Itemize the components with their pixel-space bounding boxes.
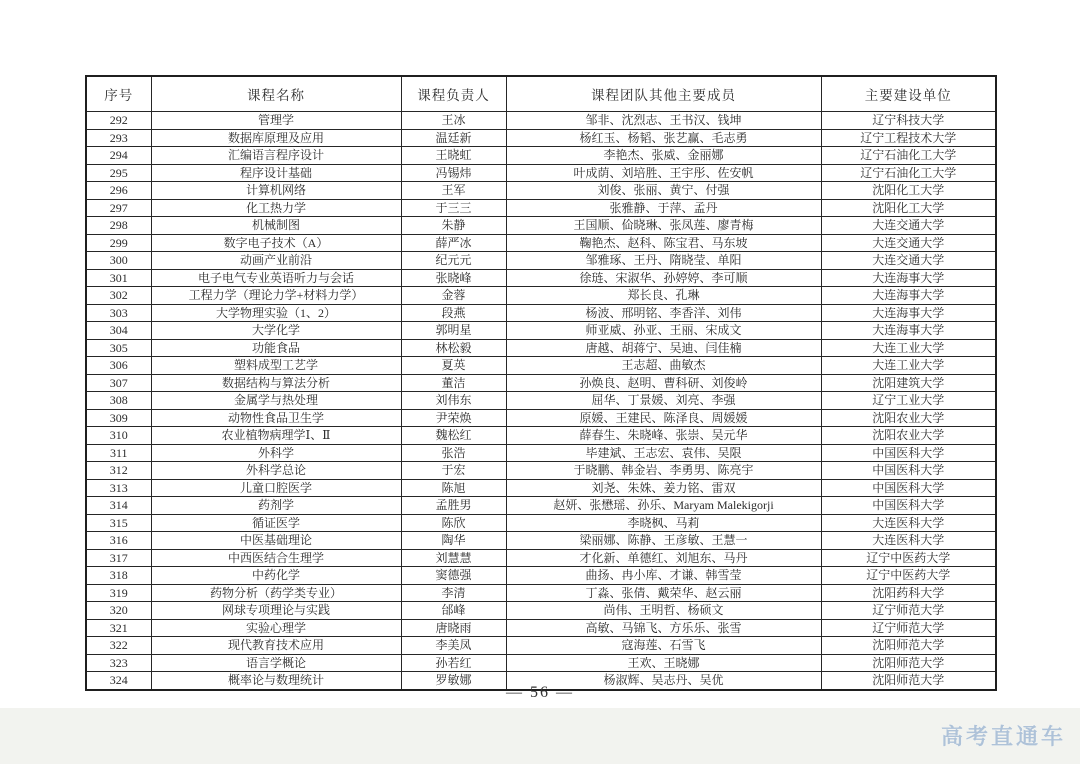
- table-row: [86, 444, 996, 462]
- table-row: [86, 637, 996, 655]
- cell-team-members: 赵妍、张懋瑶、孙乐、Maryam Malekigorji: [506, 497, 821, 515]
- cell-course-leader: 朱静: [401, 217, 506, 235]
- cell-serial-number: 302: [86, 287, 151, 305]
- cell-construction-unit: 辽宁师范大学: [821, 619, 996, 637]
- cell-team-members: 邹非、沈烈志、王书汉、钱坤: [506, 112, 821, 130]
- cell-serial-number: 313: [86, 479, 151, 497]
- cell-course-leader: 段燕: [401, 304, 506, 322]
- course-table: [85, 75, 997, 691]
- cell-course-leader: 刘伟东: [401, 392, 506, 410]
- cell-construction-unit: 沈阳农业大学: [821, 409, 996, 427]
- cell-serial-number: 318: [86, 567, 151, 585]
- table-row: [86, 252, 996, 270]
- cell-construction-unit: 辽宁中医药大学: [821, 567, 996, 585]
- cell-team-members: 杨淑辉、吴志丹、吴优: [506, 672, 821, 690]
- table-row: [86, 392, 996, 410]
- table-row: [86, 619, 996, 637]
- cell-team-members: 丁淼、张倩、戴荣华、赵云丽: [506, 584, 821, 602]
- cell-construction-unit: 中国医科大学: [821, 462, 996, 480]
- cell-course-leader: 陶华: [401, 532, 506, 550]
- cell-course-name: 管理学: [151, 112, 401, 130]
- cell-course-leader: 郭明星: [401, 322, 506, 340]
- cell-serial-number: 306: [86, 357, 151, 375]
- cell-course-name: 机械制图: [151, 217, 401, 235]
- cell-construction-unit: 大连工业大学: [821, 357, 996, 375]
- cell-construction-unit: 辽宁科技大学: [821, 112, 996, 130]
- cell-course-name: 汇编语言程序设计: [151, 147, 401, 165]
- table-row: [86, 269, 996, 287]
- cell-course-name: 大学化学: [151, 322, 401, 340]
- column-header-2: 课程负责人: [401, 76, 506, 112]
- cell-team-members: 才化新、单德红、刘旭东、马丹: [506, 549, 821, 567]
- cell-course-name: 功能食品: [151, 339, 401, 357]
- cell-serial-number: 310: [86, 427, 151, 445]
- cell-serial-number: 304: [86, 322, 151, 340]
- cell-course-leader: 于三三: [401, 199, 506, 217]
- cell-construction-unit: 沈阳师范大学: [821, 637, 996, 655]
- table-row: [86, 322, 996, 340]
- cell-team-members: 王国顺、佡晓琳、张凤莲、廖青梅: [506, 217, 821, 235]
- cell-serial-number: 308: [86, 392, 151, 410]
- cell-course-leader: 金蓉: [401, 287, 506, 305]
- cell-course-name: 药物分析（药学类专业）: [151, 584, 401, 602]
- cell-course-name: 动画产业前沿: [151, 252, 401, 270]
- cell-team-members: 唐越、胡蒋宁、吴迪、闫佳楠: [506, 339, 821, 357]
- cell-course-name: 外科学: [151, 444, 401, 462]
- cell-course-leader: 董洁: [401, 374, 506, 392]
- table-row: [86, 357, 996, 375]
- cell-construction-unit: 辽宁师范大学: [821, 602, 996, 620]
- table-row: [86, 304, 996, 322]
- cell-serial-number: 301: [86, 269, 151, 287]
- cell-construction-unit: 辽宁工程技术大学: [821, 129, 996, 147]
- cell-construction-unit: 辽宁石油化工大学: [821, 164, 996, 182]
- cell-course-leader: 薛严冰: [401, 234, 506, 252]
- cell-team-members: 孙焕良、赵明、曹科研、刘俊岭: [506, 374, 821, 392]
- table-row: [86, 164, 996, 182]
- cell-course-name: 循证医学: [151, 514, 401, 532]
- cell-construction-unit: 沈阳药科大学: [821, 584, 996, 602]
- cell-team-members: 郑长良、孔琳: [506, 287, 821, 305]
- cell-team-members: 于晓鹏、韩金岩、李勇男、陈亮宇: [506, 462, 821, 480]
- cell-course-leader: 王军: [401, 182, 506, 200]
- table-row: [86, 654, 996, 672]
- cell-team-members: 尚伟、王明哲、杨硕文: [506, 602, 821, 620]
- cell-team-members: 鞠艳杰、赵科、陈宝君、马东坡: [506, 234, 821, 252]
- cell-course-leader: 冯锡炜: [401, 164, 506, 182]
- cell-serial-number: 317: [86, 549, 151, 567]
- cell-serial-number: 316: [86, 532, 151, 550]
- cell-construction-unit: 大连医科大学: [821, 532, 996, 550]
- table-row: [86, 287, 996, 305]
- table-row: [86, 374, 996, 392]
- table-row: [86, 462, 996, 480]
- cell-course-name: 数据库原理及应用: [151, 129, 401, 147]
- cell-serial-number: 322: [86, 637, 151, 655]
- cell-serial-number: 299: [86, 234, 151, 252]
- cell-course-name: 现代教育技术应用: [151, 637, 401, 655]
- column-header-3: 课程团队其他主要成员: [506, 76, 821, 112]
- cell-team-members: 薛春生、朱晓峰、张崇、吴元华: [506, 427, 821, 445]
- cell-construction-unit: 沈阳师范大学: [821, 654, 996, 672]
- cell-course-leader: 张晓峰: [401, 269, 506, 287]
- table-row: [86, 514, 996, 532]
- cell-construction-unit: 沈阳建筑大学: [821, 374, 996, 392]
- cell-team-members: 李晓枫、马莉: [506, 514, 821, 532]
- table-body: [86, 112, 996, 690]
- cell-team-members: 寇海莲、石雪飞: [506, 637, 821, 655]
- cell-course-name: 程序设计基础: [151, 164, 401, 182]
- cell-course-name: 计算机网络: [151, 182, 401, 200]
- cell-team-members: 曲扬、冉小库、才谦、韩雪莹: [506, 567, 821, 585]
- cell-serial-number: 307: [86, 374, 151, 392]
- cell-serial-number: 293: [86, 129, 151, 147]
- cell-construction-unit: 沈阳师范大学: [821, 672, 996, 690]
- cell-course-name: 儿童口腔医学: [151, 479, 401, 497]
- cell-serial-number: 295: [86, 164, 151, 182]
- header-row: [86, 76, 996, 112]
- cell-course-leader: 魏松红: [401, 427, 506, 445]
- cell-construction-unit: 大连海事大学: [821, 269, 996, 287]
- cell-construction-unit: 大连医科大学: [821, 514, 996, 532]
- cell-construction-unit: 中国医科大学: [821, 479, 996, 497]
- cell-course-leader: 夏英: [401, 357, 506, 375]
- table-row: [86, 497, 996, 515]
- cell-serial-number: 323: [86, 654, 151, 672]
- cell-serial-number: 320: [86, 602, 151, 620]
- cell-course-leader: 唐晓雨: [401, 619, 506, 637]
- cell-course-leader: 林松毅: [401, 339, 506, 357]
- cell-course-leader: 王冰: [401, 112, 506, 130]
- table-row: [86, 549, 996, 567]
- cell-course-leader: 陈欣: [401, 514, 506, 532]
- cell-construction-unit: 大连海事大学: [821, 304, 996, 322]
- cell-team-members: 杨红玉、杨韬、张艺赢、毛志勇: [506, 129, 821, 147]
- cell-construction-unit: 沈阳化工大学: [821, 182, 996, 200]
- watermark-logo: 高考直通车: [940, 724, 1066, 749]
- cell-course-leader: 于宏: [401, 462, 506, 480]
- cell-construction-unit: 辽宁中医药大学: [821, 549, 996, 567]
- cell-course-leader: 温廷新: [401, 129, 506, 147]
- cell-serial-number: 319: [86, 584, 151, 602]
- cell-course-name: 数字电子技术（A）: [151, 234, 401, 252]
- table-row: [86, 602, 996, 620]
- cell-course-name: 工程力学（理论力学+材料力学）: [151, 287, 401, 305]
- cell-construction-unit: 沈阳化工大学: [821, 199, 996, 217]
- cell-course-leader: 邰峰: [401, 602, 506, 620]
- cell-serial-number: 298: [86, 217, 151, 235]
- cell-serial-number: 314: [86, 497, 151, 515]
- table-row: [86, 147, 996, 165]
- cell-team-members: 叶成荫、刘培胜、王宇彤、佐安帆: [506, 164, 821, 182]
- table-row: [86, 112, 996, 130]
- cell-team-members: 原媛、王建民、陈泽良、周媛媛: [506, 409, 821, 427]
- cell-team-members: 邹雅琢、王丹、隋晓莹、单阳: [506, 252, 821, 270]
- cell-construction-unit: 大连海事大学: [821, 287, 996, 305]
- table-row: [86, 532, 996, 550]
- cell-construction-unit: 大连交通大学: [821, 234, 996, 252]
- cell-serial-number: 311: [86, 444, 151, 462]
- cell-construction-unit: 中国医科大学: [821, 444, 996, 462]
- cell-course-name: 网球专项理论与实践: [151, 602, 401, 620]
- cell-course-name: 中药化学: [151, 567, 401, 585]
- cell-serial-number: 294: [86, 147, 151, 165]
- cell-team-members: 王志超、曲敏杰: [506, 357, 821, 375]
- cell-course-name: 外科学总论: [151, 462, 401, 480]
- table-row: [86, 217, 996, 235]
- cell-construction-unit: 中国医科大学: [821, 497, 996, 515]
- cell-serial-number: 297: [86, 199, 151, 217]
- cell-team-members: 王欢、王晓娜: [506, 654, 821, 672]
- cell-course-leader: 孙若红: [401, 654, 506, 672]
- footer-strip: [0, 708, 1080, 764]
- table-row: [86, 199, 996, 217]
- cell-team-members: 毕建斌、王志宏、袁伟、吴限: [506, 444, 821, 462]
- table-row: [86, 479, 996, 497]
- cell-construction-unit: 辽宁工业大学: [821, 392, 996, 410]
- cell-course-name: 农业植物病理学Ⅰ、Ⅱ: [151, 427, 401, 445]
- table-row: [86, 584, 996, 602]
- cell-course-leader: 罗敏娜: [401, 672, 506, 690]
- cell-construction-unit: 大连交通大学: [821, 217, 996, 235]
- cell-course-leader: 尹荣焕: [401, 409, 506, 427]
- cell-course-leader: 李美凤: [401, 637, 506, 655]
- cell-construction-unit: 辽宁石油化工大学: [821, 147, 996, 165]
- cell-serial-number: 305: [86, 339, 151, 357]
- cell-course-leader: 刘慧慧: [401, 549, 506, 567]
- cell-construction-unit: 沈阳农业大学: [821, 427, 996, 445]
- cell-course-name: 数据结构与算法分析: [151, 374, 401, 392]
- table-row: [86, 234, 996, 252]
- cell-team-members: 刘俊、张丽、黄宁、付强: [506, 182, 821, 200]
- cell-serial-number: 324: [86, 672, 151, 690]
- cell-course-leader: 陈旭: [401, 479, 506, 497]
- page-number: — 56 —: [506, 684, 574, 701]
- cell-course-name: 药剂学: [151, 497, 401, 515]
- cell-construction-unit: 大连交通大学: [821, 252, 996, 270]
- cell-course-leader: 孟胜男: [401, 497, 506, 515]
- cell-course-name: 语言学概论: [151, 654, 401, 672]
- cell-team-members: 张雅静、于萍、孟丹: [506, 199, 821, 217]
- cell-serial-number: 321: [86, 619, 151, 637]
- table-row: [86, 182, 996, 200]
- cell-team-members: 徐琏、宋淑华、孙婷婷、李可顺: [506, 269, 821, 287]
- cell-serial-number: 303: [86, 304, 151, 322]
- cell-team-members: 高敏、马锦飞、方乐乐、张雪: [506, 619, 821, 637]
- cell-course-name: 电子电气专业英语听力与会话: [151, 269, 401, 287]
- cell-course-name: 动物性食品卫生学: [151, 409, 401, 427]
- cell-course-name: 化工热力学: [151, 199, 401, 217]
- column-header-1: 课程名称: [151, 76, 401, 112]
- cell-serial-number: 292: [86, 112, 151, 130]
- cell-team-members: 杨波、邢明铭、李香洋、刘伟: [506, 304, 821, 322]
- cell-construction-unit: 大连海事大学: [821, 322, 996, 340]
- table-row: [86, 129, 996, 147]
- column-header-4: 主要建设单位: [821, 76, 996, 112]
- cell-course-leader: 李清: [401, 584, 506, 602]
- cell-course-leader: 王晓虹: [401, 147, 506, 165]
- cell-course-leader: 窦德强: [401, 567, 506, 585]
- cell-course-name: 实验心理学: [151, 619, 401, 637]
- cell-course-name: 中西医结合生理学: [151, 549, 401, 567]
- table-row: [86, 409, 996, 427]
- cell-course-leader: 张浩: [401, 444, 506, 462]
- cell-course-name: 塑料成型工艺学: [151, 357, 401, 375]
- cell-course-leader: 纪元元: [401, 252, 506, 270]
- cell-serial-number: 309: [86, 409, 151, 427]
- cell-team-members: 李艳杰、张威、金丽娜: [506, 147, 821, 165]
- table-row: [86, 339, 996, 357]
- cell-serial-number: 300: [86, 252, 151, 270]
- cell-construction-unit: 大连工业大学: [821, 339, 996, 357]
- cell-team-members: 师亚威、孙亚、王丽、宋成文: [506, 322, 821, 340]
- table-row: [86, 567, 996, 585]
- cell-course-name: 概率论与数理统计: [151, 672, 401, 690]
- cell-course-name: 大学物理实验（1、2）: [151, 304, 401, 322]
- table-row: [86, 427, 996, 445]
- cell-serial-number: 312: [86, 462, 151, 480]
- cell-serial-number: 315: [86, 514, 151, 532]
- cell-team-members: 梁丽娜、陈静、王彦敏、王慧一: [506, 532, 821, 550]
- cell-course-name: 中医基础理论: [151, 532, 401, 550]
- cell-course-name: 金属学与热处理: [151, 392, 401, 410]
- cell-team-members: 屈华、丁景媛、刘亮、李强: [506, 392, 821, 410]
- column-header-0: 序号: [86, 76, 151, 112]
- cell-serial-number: 296: [86, 182, 151, 200]
- cell-team-members: 刘尧、朱姝、姜力铭、雷双: [506, 479, 821, 497]
